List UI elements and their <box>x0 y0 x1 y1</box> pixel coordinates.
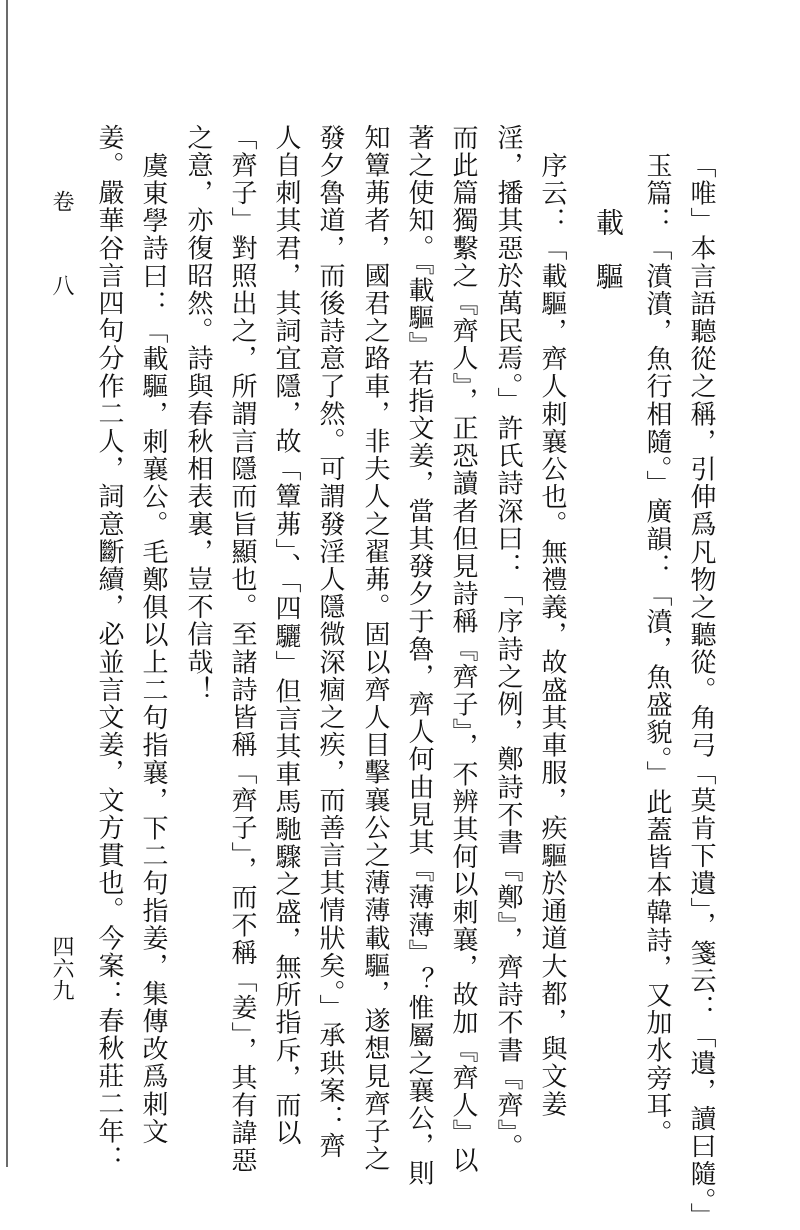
text-column-13: 姜。嚴華谷言四句分作二人，詞意斷續，必並言文姜，文方貫也。今案：春秋莊二年： <box>94 124 124 1173</box>
section-title: 載驅 <box>592 208 625 316</box>
text-column-7: 知簟茀者，國君之路車，非夫人之翟茀。固以齊人目擊襄公之薄薄載驅，遂想見齊子之 <box>360 124 390 1173</box>
text-column-6: 著之使知。『載驅』若指文姜，當其發夕于魯，齊人何由見其『薄薄』？惟屬之襄公，則 <box>404 124 434 1188</box>
text-column-3: 序云：「載驅，齊人刺襄公也。無禮義，故盛其車服，疾驅於通道大都，與文姜 <box>537 152 567 1118</box>
page-edge-line <box>6 0 8 1167</box>
text-column-12: 虞東學詩曰：「載驅，刺襄公。毛鄭俱以上二句指襄，下二句指姜，集傳改爲刺文 <box>138 152 168 1146</box>
page-number: 四六九 <box>49 935 74 1001</box>
text-column-11: 之意，亦復昭然。詩與春秋相表裏，豈不信哉！ <box>183 124 213 704</box>
text-column-1: 「唯」本言語聽從之稱，引伸爲凡物之聽從。角弓「莫肯下遺」，箋云：「遺，讀曰隨。」 <box>686 152 716 1230</box>
text-column-8: 發夕魯道，而後詩意了然。可謂發淫人隱微深痼之疾，而善言其情狀矣。」承珙案：齊 <box>315 124 345 1160</box>
text-column-4: 淫，播其惡於萬民焉。」許氏詩深曰：「序詩之例，鄭詩不書『鄭』，齊詩不書『齊』。 <box>493 124 523 1162</box>
text-column-10: 「齊子」對照出之，所謂言隱而旨顯也。至諸詩皆稱「齊子」，而不稱「姜」，其有諱惡 <box>227 124 257 1175</box>
text-column-9: 人自刺其君，其詞宜隱，故「簟茀」、「四驪」但言其車馬馳驟之盛，無所指斥，而以 <box>271 124 301 1147</box>
text-column-5: 而此篇獨繫之『齊人』，正恐讀者但見詩稱『齊子』，不辨其何以刺襄，故加『齊人』以 <box>448 124 478 1175</box>
text-column-2: 玉篇：「濆濆，魚行相隨。」廣韻：「濆，魚盛貌。」此蓋皆本韓詩，又加水旁耳。 <box>642 152 672 1148</box>
volume-label: 卷 八 <box>49 190 74 316</box>
